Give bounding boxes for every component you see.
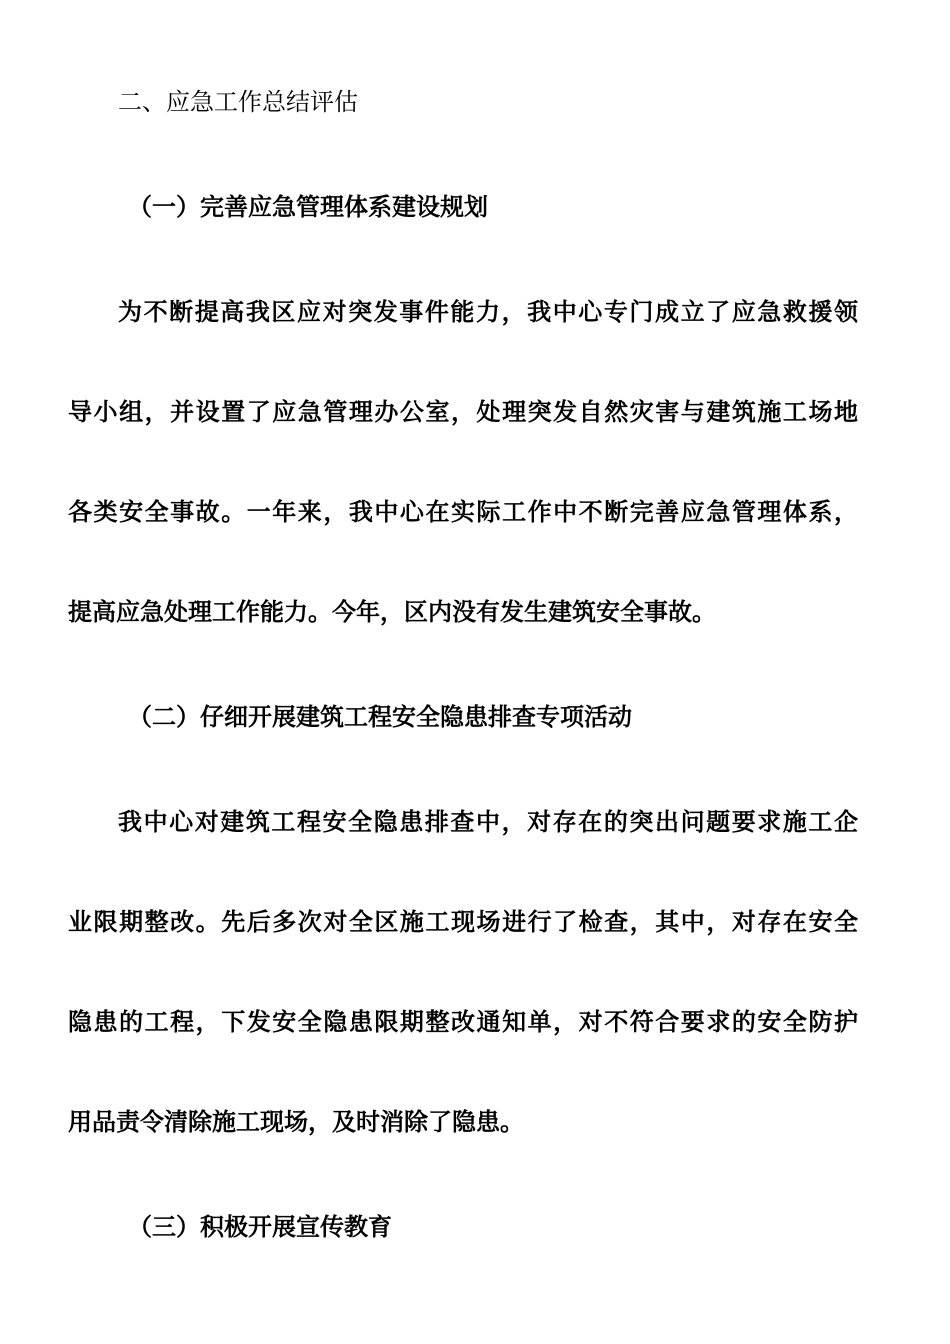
paragraph-line: 用品责令清除施工现场，及时消除了隐患。 xyxy=(68,1108,524,1136)
paragraph-line: 各类安全事故。一年来，我中心在实际工作中不断完善应急管理体系， xyxy=(68,498,858,526)
paragraph-line: 隐患的工程，下发安全隐患限期整改通知单，对不符合要求的安全防护 xyxy=(68,1008,858,1036)
section-heading: 二、应急工作总结评估 xyxy=(118,88,358,116)
subsection-heading-1: （一）完善应急管理体系建设规划 xyxy=(128,193,488,221)
paragraph-line: 业限期整改。先后多次对全区施工现场进行了检查，其中，对存在安全 xyxy=(68,908,858,936)
subsection-heading-3: （三）积极开展宣传教育 xyxy=(128,1213,392,1241)
paragraph-line: 导小组，并设置了应急管理办公室，处理突发自然灾害与建筑施工场地 xyxy=(68,398,858,426)
subsection-heading-2: （二）仔细开展建筑工程安全隐患排查专项活动 xyxy=(128,703,632,731)
paragraph-line: 提高应急处理工作能力。今年，区内没有发生建筑安全事故。 xyxy=(68,598,716,626)
paragraph-line: 我中心对建筑工程安全隐患排查中，对存在的突出问题要求施工企 xyxy=(118,808,858,836)
paragraph-line: 为不断提高我区应对突发事件能力，我中心专门成立了应急救援领 xyxy=(118,298,858,326)
